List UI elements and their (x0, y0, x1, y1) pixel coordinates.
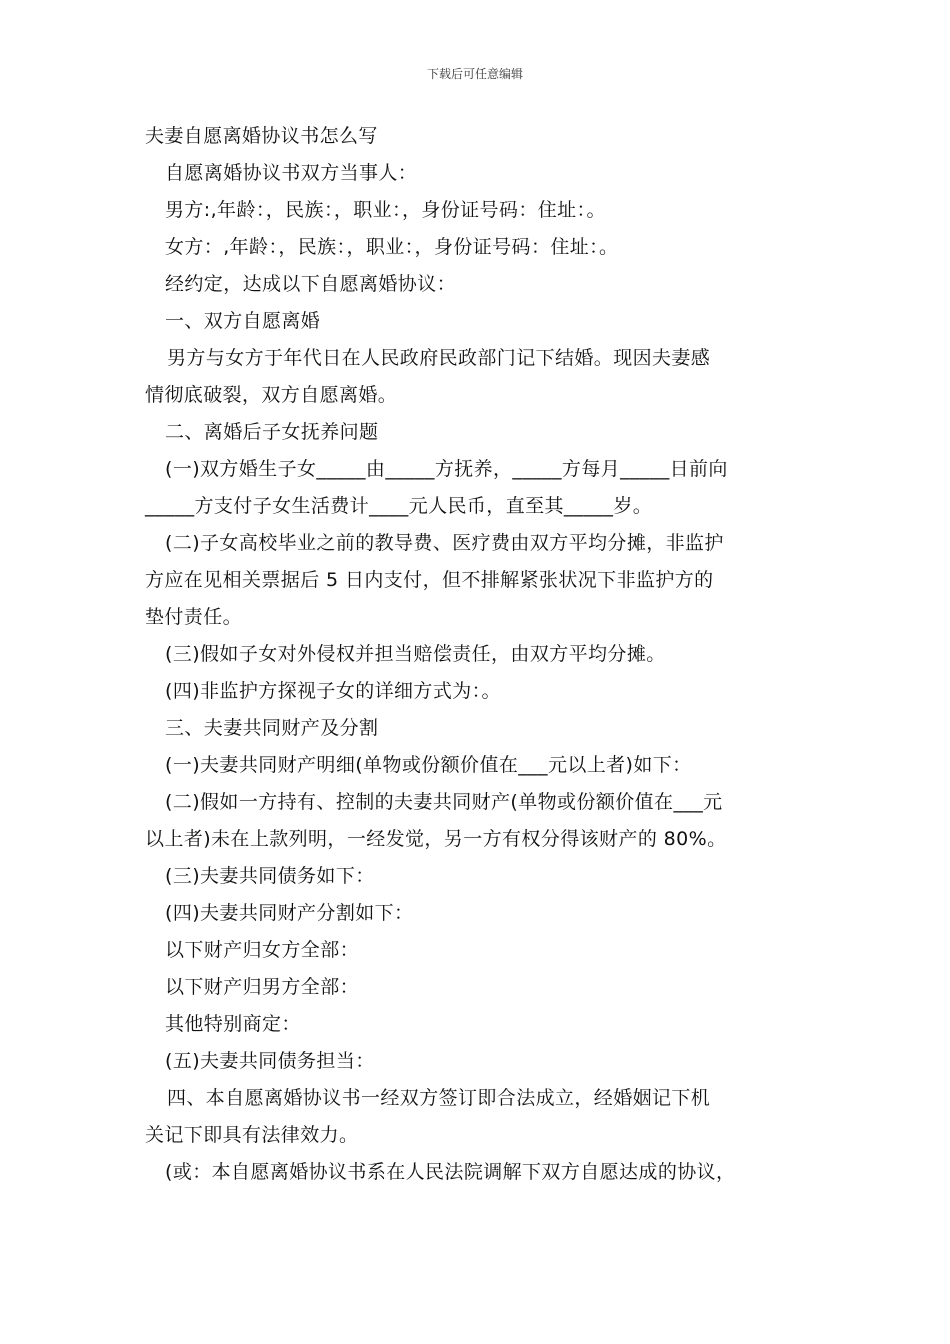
section-heading: 二、离婚后子女抚养问题 (165, 421, 379, 443)
paragraph-line: _____方支付子女生活费计____元人民币，直至其_____岁。 (145, 495, 653, 517)
paragraph-line: (五)夫妻共同债务担当： (165, 1050, 375, 1072)
paragraph-line: 女方：,年龄：，民族：，职业：，身份证号码：住址：。 (165, 236, 619, 258)
paragraph-line: 情彻底破裂，双方自愿离婚。 (145, 384, 398, 406)
paragraph-line: 男方与女方于年代日在人民政府民政部门记下结婚。现因夫妻感 (167, 347, 711, 369)
paragraph-line: (一)夫妻共同财产明细(单物或份额价值在___元以上者)如下： (165, 754, 692, 776)
document-body (145, 118, 815, 1191)
section-heading: 四、本自愿离婚协议书一经双方签订即合法成立，经婚姻记下机 (167, 1087, 711, 1109)
paragraph-line: 方应在见相关票据后 5 日内支付，但不排解紧张状况下非监护方的 (145, 569, 714, 591)
paragraph-line: (四)非监护方探视子女的详细方式为：。 (165, 680, 501, 702)
paragraph-line: 以上者)未在上款列明，一经发觉，另一方有权分得该财产的 80%。 (145, 828, 727, 850)
paragraph-line: 关记下即具有法律效力。 (145, 1124, 359, 1146)
paragraph-line: (三)夫妻共同债务如下： (165, 865, 375, 887)
paragraph-line: (二)子女高校毕业之前的教导费、医疗费由双方平均分摊，非监护 (165, 532, 724, 554)
paragraph-line: 垫付责任。 (145, 606, 243, 628)
paragraph-line: (一)双方婚生子女_____由_____方抚养，_____方每月_____日前向 (165, 458, 728, 480)
section-heading: 一、双方自愿离婚 (165, 310, 321, 332)
section-heading: 三、夫妻共同财产及分割 (165, 717, 379, 739)
paragraph-line: 男方:,年龄：，民族：，职业：，身份证号码：住址：。 (165, 199, 606, 221)
paragraph-line: (三)假如子女对外侵权并担当赔偿责任，由双方平均分摊。 (165, 643, 666, 665)
paragraph-line: (或：本自愿离婚协议书系在人民法院调解下双方自愿达成的协议， (165, 1161, 736, 1183)
document-title: 夫妻自愿离婚协议书怎么写 (145, 125, 378, 147)
page-header: 下载后可任意编辑 (426, 67, 523, 81)
paragraph-line: 自愿离婚协议书双方当事人： (165, 162, 418, 184)
paragraph-line: (二)假如一方持有、控制的夫妻共同财产(单物或份额价值在___元 (165, 791, 723, 813)
paragraph-line: 以下财产归男方全部： (165, 976, 360, 998)
paragraph-line: (四)夫妻共同财产分割如下： (165, 902, 414, 924)
paragraph-line: 以下财产归女方全部： (165, 939, 360, 961)
paragraph-line: 其他特别商定： (165, 1013, 301, 1035)
paragraph-line: 经约定，达成以下自愿离婚协议： (165, 273, 457, 295)
